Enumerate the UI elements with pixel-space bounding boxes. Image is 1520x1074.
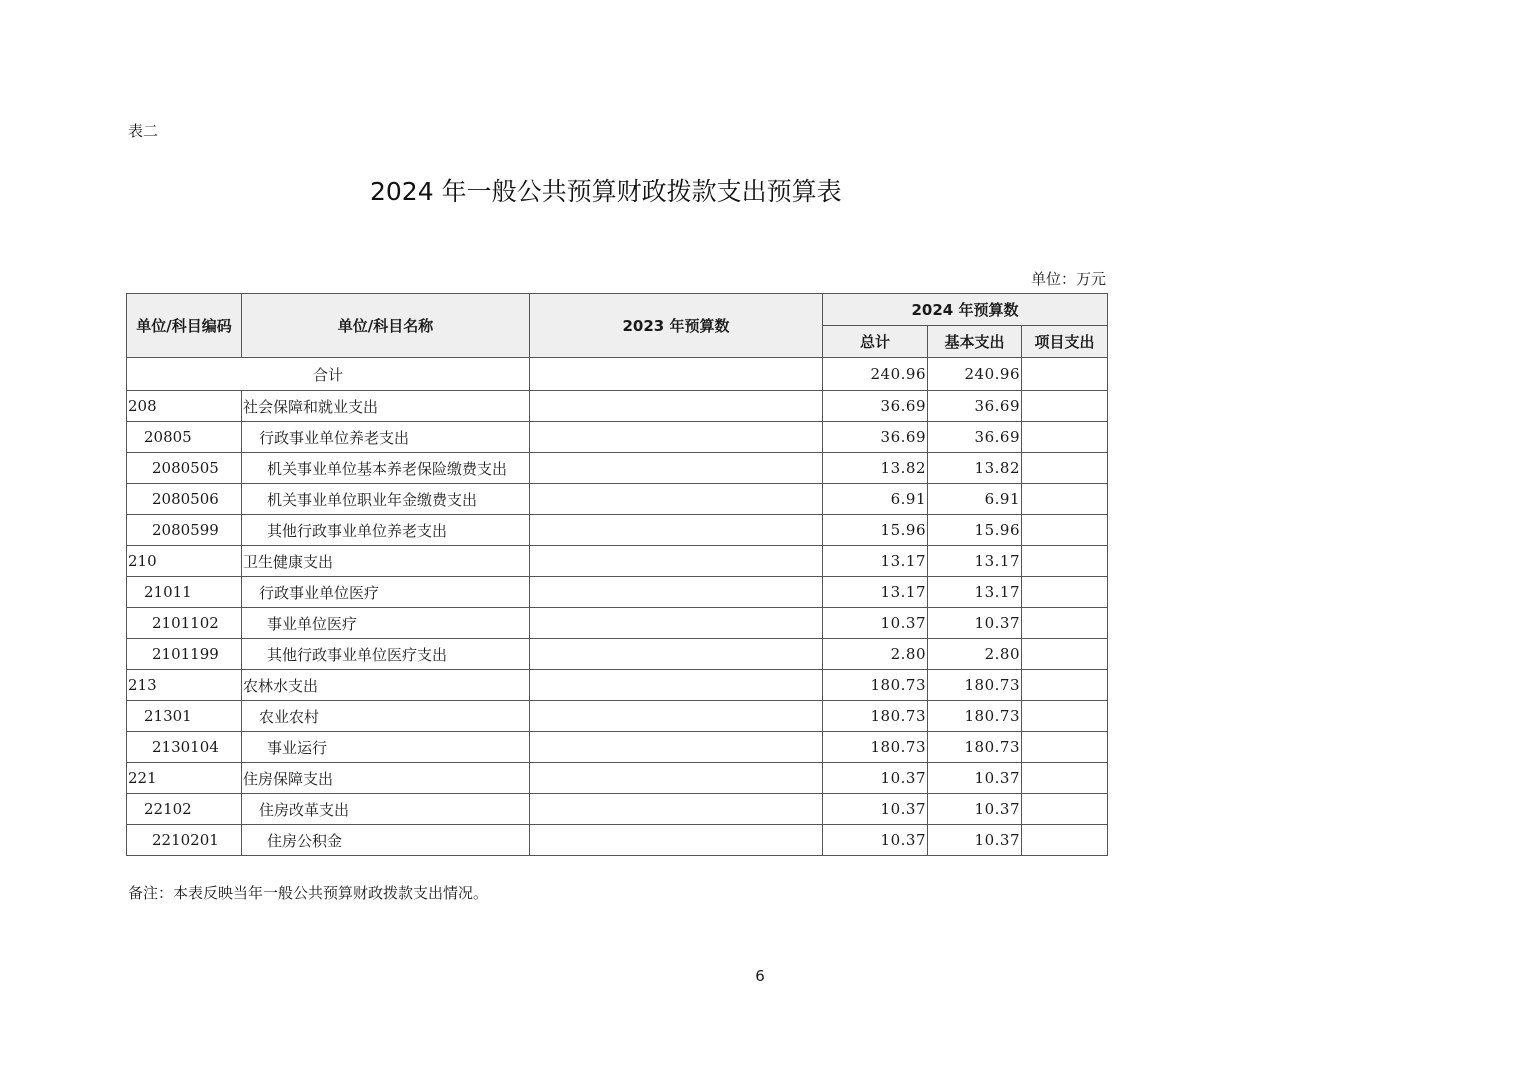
row-prev <box>530 670 823 701</box>
row-total: 6.91 <box>823 484 928 515</box>
row-prev <box>530 794 823 825</box>
row-basic: 2.80 <box>928 639 1022 670</box>
row-total: 180.73 <box>823 732 928 763</box>
row-code: 2210201 <box>127 825 242 856</box>
row-prev <box>530 422 823 453</box>
header-prev-year: 2023 年预算数 <box>530 294 823 358</box>
row-basic: 10.37 <box>928 608 1022 639</box>
row-total: 10.37 <box>823 825 928 856</box>
row-name: 机关事业单位职业年金缴费支出 <box>242 484 530 515</box>
row-basic: 13.82 <box>928 453 1022 484</box>
row-total: 10.37 <box>823 608 928 639</box>
row-name: 住房改革支出 <box>242 794 530 825</box>
row-basic: 36.69 <box>928 391 1022 422</box>
table-body <box>127 358 1108 856</box>
row-code: 2080599 <box>127 515 242 546</box>
row-name: 行政事业单位医疗 <box>242 577 530 608</box>
header-current-year: 2024 年预算数 <box>823 294 1108 326</box>
row-total: 13.17 <box>823 546 928 577</box>
row-code: 21011 <box>127 577 242 608</box>
table-row <box>127 639 1108 670</box>
table-row <box>127 422 1108 453</box>
row-total: 180.73 <box>823 701 928 732</box>
row-name: 住房公积金 <box>242 825 530 856</box>
row-basic: 180.73 <box>928 732 1022 763</box>
row-total: 36.69 <box>823 422 928 453</box>
row-project <box>1022 515 1108 546</box>
row-project <box>1022 732 1108 763</box>
header-code: 单位/科目编码 <box>127 294 242 358</box>
table-row <box>127 794 1108 825</box>
row-total: 13.17 <box>823 577 928 608</box>
row-basic: 15.96 <box>928 515 1022 546</box>
page-title: 2024 年一般公共预算财政拨款支出预算表 <box>370 177 842 206</box>
row-project <box>1022 484 1108 515</box>
table-row <box>127 515 1108 546</box>
row-name: 农业农村 <box>242 701 530 732</box>
total-project <box>1022 358 1108 391</box>
table-row <box>127 391 1108 422</box>
row-total: 2.80 <box>823 639 928 670</box>
table-row <box>127 825 1108 856</box>
total-row <box>127 358 1108 391</box>
unit-note: 单位：万元 <box>1030 270 1106 288</box>
row-basic: 13.17 <box>928 546 1022 577</box>
header-project: 项目支出 <box>1022 326 1108 358</box>
row-basic: 180.73 <box>928 670 1022 701</box>
row-code: 213 <box>127 670 242 701</box>
row-prev <box>530 701 823 732</box>
row-prev <box>530 825 823 856</box>
row-project <box>1022 825 1108 856</box>
row-prev <box>530 453 823 484</box>
row-basic: 180.73 <box>928 701 1022 732</box>
total-prev <box>530 358 823 391</box>
row-basic: 36.69 <box>928 422 1022 453</box>
row-basic: 10.37 <box>928 825 1022 856</box>
header-basic: 基本支出 <box>928 326 1022 358</box>
row-prev <box>530 391 823 422</box>
row-code: 2080505 <box>127 453 242 484</box>
row-code: 2101102 <box>127 608 242 639</box>
total-basic: 240.96 <box>928 358 1022 391</box>
table-row <box>127 670 1108 701</box>
row-total: 180.73 <box>823 670 928 701</box>
row-basic: 10.37 <box>928 763 1022 794</box>
row-project <box>1022 422 1108 453</box>
row-project <box>1022 639 1108 670</box>
row-prev <box>530 546 823 577</box>
table-row <box>127 701 1108 732</box>
row-name: 农林水支出 <box>242 670 530 701</box>
row-name: 行政事业单位养老支出 <box>242 422 530 453</box>
row-code: 21301 <box>127 701 242 732</box>
table-row <box>127 608 1108 639</box>
row-name: 其他行政事业单位医疗支出 <box>242 639 530 670</box>
table-row <box>127 546 1108 577</box>
row-project <box>1022 577 1108 608</box>
footnote: 备注：本表反映当年一般公共预算财政拨款支出情况。 <box>128 884 489 902</box>
row-total: 13.82 <box>823 453 928 484</box>
table-row <box>127 763 1108 794</box>
table-row <box>127 577 1108 608</box>
row-project <box>1022 794 1108 825</box>
row-name: 其他行政事业单位养老支出 <box>242 515 530 546</box>
row-basic: 10.37 <box>928 794 1022 825</box>
header-total: 总计 <box>823 326 928 358</box>
row-prev <box>530 484 823 515</box>
row-code: 2101199 <box>127 639 242 670</box>
row-name: 社会保障和就业支出 <box>242 391 530 422</box>
row-name: 机关事业单位基本养老保险缴费支出 <box>242 453 530 484</box>
row-prev <box>530 577 823 608</box>
row-code: 221 <box>127 763 242 794</box>
row-prev <box>530 763 823 794</box>
header-name: 单位/科目名称 <box>242 294 530 358</box>
table-row <box>127 484 1108 515</box>
row-code: 22102 <box>127 794 242 825</box>
row-prev <box>530 639 823 670</box>
row-code: 20805 <box>127 422 242 453</box>
budget-table <box>126 293 1108 856</box>
row-code: 2130104 <box>127 732 242 763</box>
row-total: 36.69 <box>823 391 928 422</box>
row-total: 10.37 <box>823 763 928 794</box>
row-name: 事业运行 <box>242 732 530 763</box>
row-basic: 6.91 <box>928 484 1022 515</box>
row-prev <box>530 515 823 546</box>
page-number: 6 <box>755 967 765 985</box>
row-name: 事业单位医疗 <box>242 608 530 639</box>
row-code: 210 <box>127 546 242 577</box>
row-project <box>1022 546 1108 577</box>
row-prev <box>530 608 823 639</box>
total-label: 合计 <box>127 358 530 391</box>
row-project <box>1022 608 1108 639</box>
total-total: 240.96 <box>823 358 928 391</box>
row-name: 卫生健康支出 <box>242 546 530 577</box>
row-project <box>1022 670 1108 701</box>
row-project <box>1022 763 1108 794</box>
row-name: 住房保障支出 <box>242 763 530 794</box>
row-project <box>1022 391 1108 422</box>
row-code: 2080506 <box>127 484 242 515</box>
row-total: 15.96 <box>823 515 928 546</box>
table-label: 表二 <box>128 122 159 140</box>
row-project <box>1022 701 1108 732</box>
row-prev <box>530 732 823 763</box>
row-basic: 13.17 <box>928 577 1022 608</box>
row-code: 208 <box>127 391 242 422</box>
table-row <box>127 453 1108 484</box>
table-row <box>127 732 1108 763</box>
row-project <box>1022 453 1108 484</box>
row-total: 10.37 <box>823 794 928 825</box>
